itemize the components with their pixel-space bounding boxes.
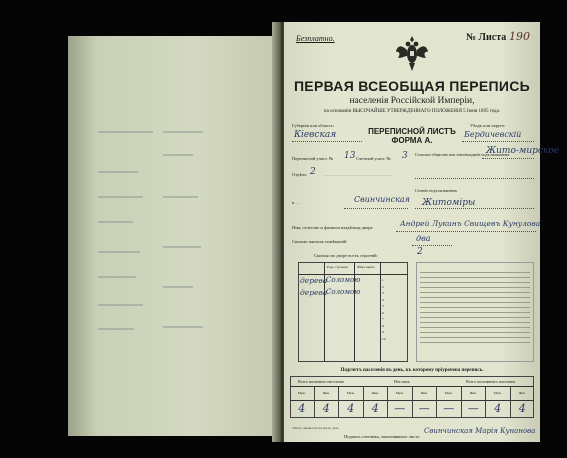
uchastok-label: Переписной участ. №: [292, 156, 334, 161]
town-label: в …: [292, 200, 300, 205]
community-line: [482, 158, 534, 159]
schetny-label: Счетный участ. №: [356, 156, 391, 161]
otdel-label: Отдѣлъ: [292, 172, 307, 177]
row-numbers: 1 2 3 4 5 6 7 8 9 10: [382, 278, 386, 341]
form-name: ПЕРЕПИСНОЙ ЛИСТЪ: [368, 127, 456, 136]
bleed-through-mark: [98, 221, 133, 223]
bleed-through-mark: [98, 276, 136, 278]
sheet-number-label: № Листа: [466, 32, 507, 43]
building-roof: Соломою: [326, 288, 361, 296]
bleed-through-mark: [98, 251, 140, 253]
bleed-through-mark: [98, 196, 143, 198]
uchastok-value: 13: [344, 151, 356, 161]
summary-column: [413, 387, 438, 418]
summary-value: —: [394, 402, 406, 415]
signature-label: Подпись счетчика, заполнявшаго листъ: [344, 434, 420, 439]
uezd-line: [462, 141, 534, 142]
summary-value: —: [443, 402, 455, 415]
summary-group-present: Всего наличнаго населенія: [298, 379, 344, 384]
village-line: [415, 208, 534, 209]
bleed-through-mark: [163, 196, 198, 198]
summary-value: 4: [298, 402, 306, 415]
summary-column: [462, 387, 487, 418]
summary-sub-header: Жен.: [371, 391, 379, 395]
summary-column: [486, 387, 511, 418]
building-type: дерева: [300, 276, 328, 285]
summary-column: [437, 387, 462, 418]
guberniya-value: Кіевская: [294, 130, 337, 140]
quarters-value: два: [416, 234, 431, 243]
guberniya-label: Губернія или область:: [292, 123, 335, 128]
community-line-2: [415, 178, 534, 179]
summary-column: [364, 387, 389, 418]
bleed-through-mark: [98, 131, 153, 133]
summary-value: 4: [494, 402, 502, 415]
bleed-through-mark: [163, 246, 201, 248]
summary-value: 4: [518, 402, 526, 415]
book-spread: [68, 22, 560, 442]
uezd-value: Бердичевскій: [464, 130, 522, 139]
summary-column: [511, 387, 535, 418]
households-value: 2: [417, 247, 423, 257]
community-label: Сельское общество или землевладенiе подъ названiемъ: [415, 152, 510, 157]
summary-sub-header: Жен.: [420, 391, 428, 395]
bleed-through-mark: [98, 304, 143, 306]
quarters-line: [412, 245, 452, 246]
instructions-lines: [420, 268, 530, 347]
otdel-filler: ……………………………………………: [324, 172, 392, 177]
summary-column: [315, 387, 340, 418]
summary-column: [339, 387, 364, 418]
summary-sub-header: Муж.: [346, 391, 355, 395]
col-header-type: Родъ строенiя: [327, 265, 348, 269]
summary-value: 4: [322, 402, 330, 415]
bleed-through-mark: [163, 286, 193, 288]
summary-group-of-them: Изъ нихъ: [394, 379, 410, 384]
form-subtitle: населенія Россійской Имперіи,: [349, 96, 475, 106]
sheet-number-value: 190: [509, 30, 530, 43]
households-label: Сколько во дворе всехъ строенiй:: [314, 253, 378, 258]
owner-line: [396, 231, 536, 232]
printer-note: Типогр. министерства внутр. дѣлъ: [292, 426, 339, 430]
village-value-2: Житомiры: [422, 198, 476, 208]
schetny-value: 3: [402, 151, 408, 161]
building-type: дерева: [300, 288, 328, 297]
bleed-through-mark: [98, 171, 138, 173]
community-value: Жито-мирское: [486, 146, 560, 156]
form-letter: ФОРМА А.: [391, 136, 433, 145]
summary-sub-header: Муж.: [395, 391, 404, 395]
free-stamp: Безплатно.: [296, 34, 335, 43]
quarters-label: Сколько жилыхъ помѣщенiй: [292, 239, 347, 244]
form-legal-basis: на основаніи ВЫСОЧАЙШЕ УТВЕРЖДЕННАГО ПОЛОЖЕНІЯ 5 Іюня 1895 года.: [323, 109, 501, 114]
form-title: ПЕРВАЯ ВСЕОБЩАЯ ПЕРЕПИСЬ: [293, 78, 531, 94]
summary-title: Подсчетъ населенія въ день, къ которому пріурочена перепись.: [340, 368, 484, 373]
summary-column: [388, 387, 413, 418]
village-label: Селенiе подъ названiемъ: [415, 188, 458, 193]
summary-value: —: [418, 402, 430, 415]
owner-label: Имя, отчество и фамилiя владѣльца двора: [292, 225, 373, 230]
summary-value: 4: [347, 402, 355, 415]
table-header-divider: [298, 274, 408, 275]
summary-value: 4: [371, 402, 379, 415]
summary-sub-header: Жен.: [469, 391, 477, 395]
summary-sub-header: Муж.: [444, 391, 453, 395]
summary-sub-header: Жен.: [322, 391, 330, 395]
summary-column: [290, 387, 315, 418]
village-value: Свинчинская: [354, 195, 410, 204]
bleed-through-mark: [163, 326, 203, 328]
census-form-page: [284, 22, 560, 442]
signature-value: Свинчинская Марія Кунанова: [424, 427, 536, 435]
building-roof: Соломою: [326, 276, 361, 284]
col-header-roof: Чѣмъ крыто: [357, 265, 376, 269]
left-page: [68, 36, 278, 436]
bleed-through-mark: [163, 131, 203, 133]
summary-sub-header: Муж.: [493, 391, 502, 395]
summary-sub-header: Муж.: [297, 391, 306, 395]
bleed-through-mark: [163, 154, 193, 156]
otdel-value: 2: [310, 167, 316, 177]
town-line: [344, 208, 408, 209]
imperial-eagle-emblem: [395, 34, 429, 74]
summary-grid: [290, 387, 534, 418]
owner-value: Андрей Лукинъ Свищевъ Кунулова: [400, 219, 541, 228]
summary-sub-header: Жен.: [518, 391, 526, 395]
summary-group-permanent: Всего постояннаго населенія: [466, 379, 516, 384]
bleed-through-mark: [98, 328, 134, 330]
summary-value: —: [467, 402, 479, 415]
table-col-divider: [380, 262, 381, 362]
uezd-label: Уѣздъ или округъ:: [470, 123, 506, 128]
